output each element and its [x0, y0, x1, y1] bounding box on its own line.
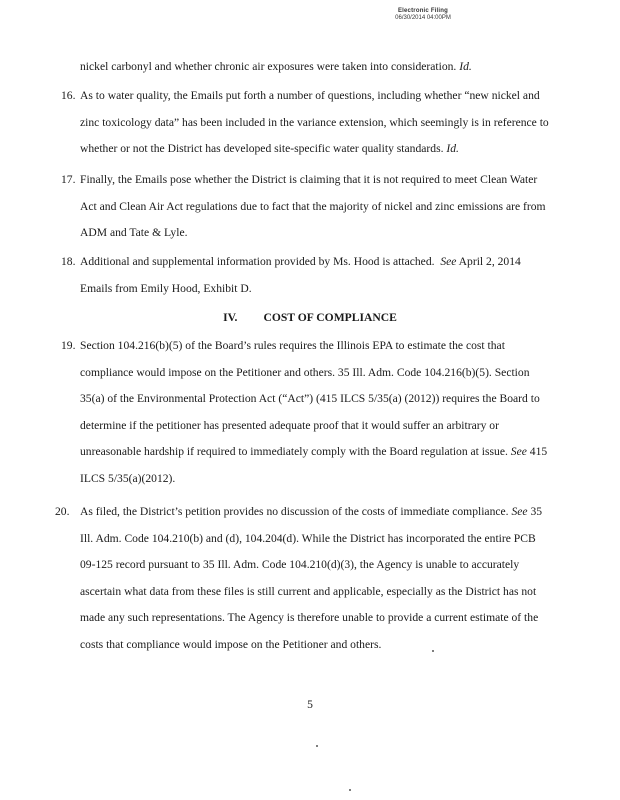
stamp-line-1: Electronic Filing: [397, 8, 449, 14]
paragraph-number: 18.: [61, 255, 76, 268]
electronic-filing-stamp: [388, 8, 458, 22]
paragraph-number: 16.: [61, 89, 76, 102]
section-heading: [0, 308, 620, 328]
scan-speck: [316, 745, 318, 747]
paragraph-number: 19.: [61, 339, 76, 352]
stamp-line-2: 06/30/2014 04:00PM: [395, 15, 451, 21]
paragraph-20: 20. As filed, the District’s petition provides no discussion of the costs of immediate compliance. See 35 Ill. Adm. Code 104.210(b) and (d), 104.204(d). While the District has incorporated the entire PCB 09-125 record pursuant to 35 Ill. Adm. Code 104.210(d)(3), the Agency is unable to accurately ascertain what data from these files is still current and applicable, especially as the District has not made any such representations. The Agency is therefore unable to provide a current estimate of the costs that compliance would impose on the Petitioner and others.: [80, 499, 542, 658]
paragraph-number: 20.: [55, 505, 70, 518]
paragraph-17: 17. Finally, the Emails pose whether the District is claiming that it is not required to meet Clean Water Act and Clean Air Act regulations due to fact that the majority of nickel and zinc emissions are from ADM and Tate & Lyle.: [80, 167, 546, 247]
page-number: 5: [307, 698, 313, 711]
paragraph-16: 16. As to water quality, the Emails put forth a number of questions, including whether “new nickel and zinc toxicology data” has been included in the variance extension, which seemingly is in reference to whether or not the District has developed site-specific water quality standards. Id.: [80, 83, 549, 163]
paragraph-number: 17.: [61, 173, 76, 186]
section-number: IV.: [223, 311, 238, 324]
paragraph-18: 18. Additional and supplemental information provided by Ms. Hood is attached. See April 2, 2014 Emails from Emily Hood, Exhibit D.: [80, 249, 521, 302]
section-title: COST OF COMPLIANCE: [263, 311, 397, 324]
paragraph-19: 19. Section 104.216(b)(5) of the Board’s rules requires the Illinois EPA to estimate the cost that compliance would impose on the Petitioner and others. 35 Ill. Adm. Code 104.216(b)(5). Section 35(a) of the Environmental Protection Act (“Act”) (415 ILCS 5/35(a) (2012)) requires the Board to determine if the petitioner has presented adequate proof that it would suffer an arbitrary or unreasonable hardship if required to immediately comply with the Board regulation at issue. See 415 ILCS 5/35(a)(2012).: [80, 333, 547, 492]
scan-speck: [432, 650, 434, 652]
scan-speck: [349, 789, 351, 791]
paragraph-15-continued: nickel carbonyl and whether chronic air exposures were taken into consideration. Id.: [80, 60, 472, 73]
